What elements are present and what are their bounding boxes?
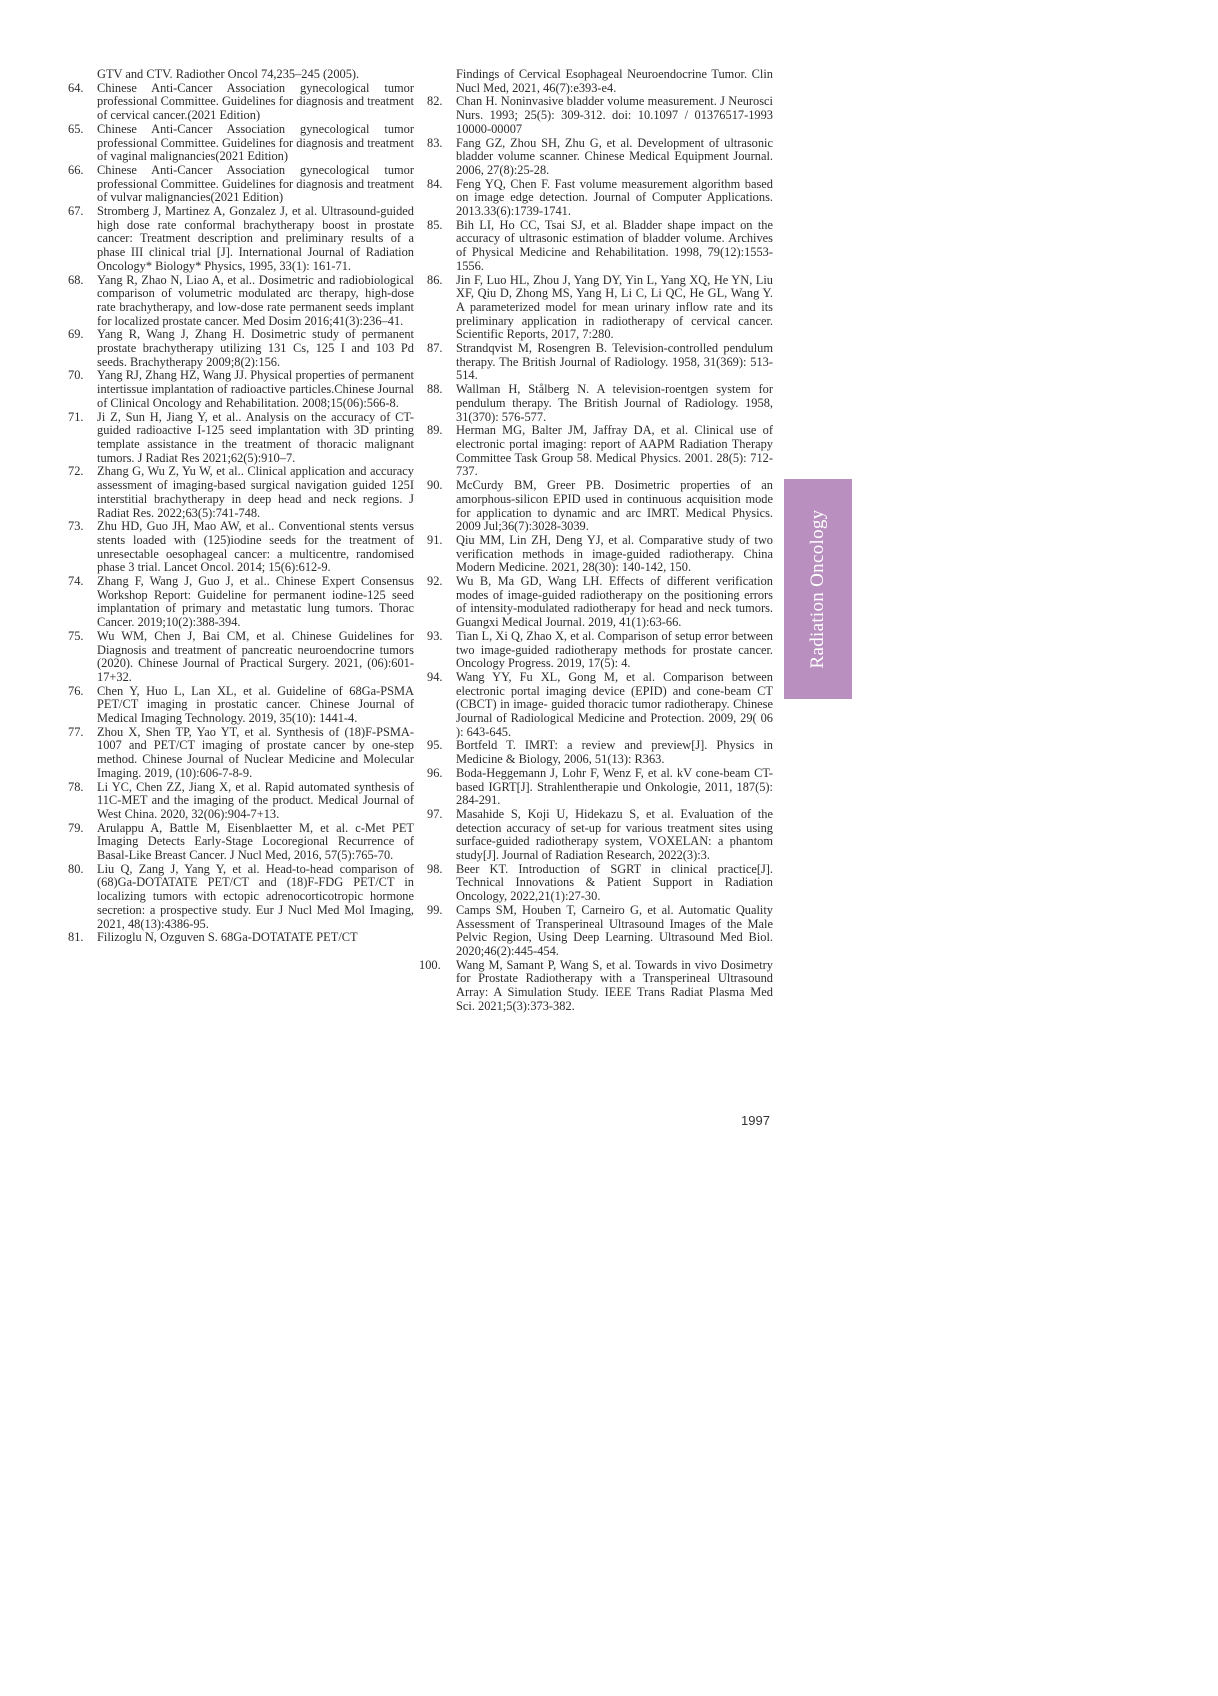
reference-text: Zhou X, Shen TP, Yao YT, et al. Synthesis of (18)F-PSMA-1007 and PET/CT imaging of prostate cancer by one-step method. Chinese Journal of Nuclear Medicine and Molecular Imaging. 2019, (10):606-7-8-9.: [97, 724, 414, 780]
reference-text: Herman MG, Balter JM, Jaffray DA, et al. Clinical use of electronic portal imaging: report of AAPM Radiation Therapy Committee Task Group 58. Medical Physics. 2001. 28(5): 712-737.: [456, 423, 773, 479]
reference-text: Chinese Anti-Cancer Association gynecological tumor professional Committee. Guidelines for diagnosis and treatment of vaginal malignancies(2021 Edition): [97, 121, 414, 164]
reference-number: 96.: [427, 765, 443, 780]
reference-number: 100.: [419, 957, 441, 972]
reference-number: 85.: [427, 217, 443, 232]
reference-entry: [427, 383, 773, 424]
reference-number: 82.: [427, 94, 443, 109]
reference-entry: [68, 82, 414, 123]
reference-number: 93.: [427, 628, 443, 643]
reference-number: 90.: [427, 478, 443, 493]
reference-number: 70.: [68, 368, 84, 383]
reference-number: 83.: [427, 135, 443, 150]
reference-entry: [68, 863, 414, 932]
reference-text: Yang RJ, Zhang HZ, Wang JJ. Physical properties of permanent intertissue implantation of radioactive particles.Chinese Journal of Clinical Oncology and Rehabilitation. 2008;15(06):566-8.: [97, 368, 414, 410]
reference-entry: [68, 328, 414, 369]
reference-number: 77.: [68, 724, 84, 739]
reference-entry: [427, 68, 773, 95]
reference-entry: [68, 369, 414, 410]
reference-entry: [427, 767, 773, 808]
reference-number: 71.: [68, 409, 84, 424]
reference-number: 97.: [427, 806, 443, 821]
reference-entry: [68, 164, 414, 205]
reference-text: Bih LI, Ho CC, Tsai SJ, et al. Bladder shape impact on the accuracy of ultrasonic estimation of bladder volume. Archives of Physical Medicine and Rehabilitation. 1998, 79(12):1553-1556.: [456, 217, 773, 273]
reference-text: Wallman H, Stålberg N. A television-roentgen system for pendulum therapy. The British Journal of Radiology. 1958, 31(370): 576-577.: [456, 382, 773, 424]
reference-entry: [427, 630, 773, 671]
reference-number: 99.: [427, 902, 443, 917]
reference-text: Strandqvist M, Rosengren B. Television-controlled pendulum therapy. The British Journal of Radiology. 1958, 31(369): 513-514.: [456, 341, 773, 383]
reference-number: 88.: [427, 382, 443, 397]
reference-text: Zhang G, Wu Z, Yu W, et al.. Clinical application and accuracy assessment of imaging-based surgical navigation guided 125I interstitial brachytherapy in deep head and neck regions. J Radiat Res. 2022;63(5):741-748.: [97, 464, 414, 520]
section-side-tab-label: Radiation Oncology: [807, 509, 828, 669]
reference-text: Findings of Cervical Esophageal Neuroendocrine Tumor. Clin Nucl Med, 2021, 46(7):e393-e4.: [456, 67, 773, 95]
reference-number: 72.: [68, 464, 84, 479]
page-number: 1997: [741, 1113, 770, 1128]
reference-text: Filizoglu N, Ozguven S. 68Ga-DOTATATE PET/CT: [97, 930, 358, 945]
reference-entry: [427, 178, 773, 219]
reference-entry: [419, 957, 773, 1014]
reference-entry: [427, 95, 773, 136]
reference-number: 67.: [68, 204, 84, 219]
reference-text: Zhu HD, Guo JH, Mao AW, et al.. Conventional stents versus stents loaded with (125)iodine seeds for the treatment of unresectable oesophageal cancer: a multicentre, randomised phase 3 trial. Lancet Oncol. 2014; 15(6):612-9.: [97, 519, 414, 575]
reference-number: 76.: [68, 683, 84, 698]
reference-text: Zhang F, Wang J, Guo J, et al.. Chinese Expert Consensus Workshop Report: Guideline for permanent iodine-125 seed implantation of primary and metastatic lung tumors. Thorac Cancer. 2019;10(2):388-394.: [97, 574, 414, 630]
reference-text: Wang YY, Fu XL, Gong M, et al. Comparison between electronic portal imaging device (EPID) and cone-beam CT (CBCT) in image- guided thoracic tumor radiotherapy. Chinese Journal of Radiological Medicine and Protection. 2009, 29( 06 ): 643-645.: [456, 669, 773, 739]
reference-number: 73.: [68, 519, 84, 534]
reference-text: Beer KT. Introduction of SGRT in clinical practice[J]. Technical Innovations & Patient Support in Radiation Oncology, 2022,21(1):27-30.: [456, 861, 773, 904]
reference-text: Masahide S, Koji U, Hidekazu S, et al. Evaluation of the detection accuracy of set-up for various treatment sites using surface-guided radiotherapy system, VOXELAN: a phantom study[J]. Journal of Radiation Research, 2022(3):3.: [456, 806, 773, 863]
reference-text: Chinese Anti-Cancer Association gynecological tumor professional Committee. Guidelines for diagnosis and treatment of cervical cancer.(2021 Edition): [97, 80, 414, 123]
reference-entry: [68, 465, 414, 520]
reference-text: McCurdy BM, Greer PB. Dosimetric properties of an amorphous-silicon EPID used in continuous acquisition mode for application to dynamic and arc IMRT. Medical Physics. 2009 Jul;36(7):3028-3039.: [456, 478, 773, 534]
reference-text: Yang R, Zhao N, Liao A, et al.. Dosimetric and radiobiological comparison of volumetric modulated arc therapy, high-dose rate brachytherapy, and low-dose rate permanent seeds implant for localized prostate cancer. Med Dosim 2016;41(3):236–41.: [97, 272, 414, 328]
reference-text: Qiu MM, Lin ZH, Deng YJ, et al. Comparative study of two verification methods in image-guided radiotherapy. China Modern Medicine. 2021, 28(30): 140-142, 150.: [456, 532, 773, 575]
reference-text: Chinese Anti-Cancer Association gynecological tumor professional Committee. Guidelines for diagnosis and treatment of vulvar malignancies(2021 Edition): [97, 162, 414, 205]
reference-entry: [68, 630, 414, 685]
reference-text: Liu Q, Zang J, Yang Y, et al. Head-to-head comparison of (68)Ga-DOTATATE PET/CT and (18)F-FDG PET/CT in localizing tumors with ectopic adrenocorticotropic hormone secretion: a prospective study. Eur J Nucl Med Mol Imaging, 2021, 48(13):4386-95.: [97, 861, 414, 931]
reference-number: 74.: [68, 574, 84, 589]
reference-entry: [427, 479, 773, 534]
reference-entry: [427, 534, 773, 575]
reference-entry: [427, 863, 773, 904]
reference-number: 81.: [68, 930, 84, 945]
reference-number: 65.: [68, 121, 84, 136]
reference-number: 64.: [68, 80, 84, 95]
reference-text: Ji Z, Sun H, Jiang Y, et al.. Analysis on the accuracy of CT-guided radioactive I-125 seed implantation with 3D printing template assistance in the treatment of thoracic malignant tumors. J Radiat Res 2021;62(5):910–7.: [97, 409, 414, 465]
reference-entry: [427, 671, 773, 740]
reference-text: Camps SM, Houben T, Carneiro G, et al. Automatic Quality Assessment of Transperineal Ultrasound Images of the Male Pelvic Region, Using Deep Learning. Ultrasound Med Biol. 2020;46(2):445-454.: [456, 902, 773, 958]
reference-number: 95.: [427, 738, 443, 753]
reference-number: 86.: [427, 272, 443, 287]
reference-text: Chan H. Noninvasive bladder volume measurement. J Neurosci Nurs. 1993; 25(5): 309-312. doi: 10.1097 / 01376517-1993 10000-00007: [456, 94, 773, 136]
reference-text: Arulappu A, Battle M, Eisenblaetter M, et al. c-Met PET Imaging Detects Early-Stage Locoregional Recurrence of Basal-Like Breast Cancer. J Nucl Med, 2016, 57(5):765-70.: [97, 820, 414, 863]
section-side-tab: [784, 479, 852, 699]
reference-text: Fang GZ, Zhou SH, Zhu G, et al. Development of ultrasonic bladder volume scanner. Chinese Medical Equipment Journal. 2006, 27(8):25-28.: [456, 135, 773, 177]
reference-number: 69.: [68, 327, 84, 342]
reference-entry: [427, 274, 773, 343]
reference-number: 87.: [427, 341, 443, 356]
reference-text: Bortfeld T. IMRT: a review and preview[J]. Physics in Medicine & Biology, 2006, 51(13): R363.: [456, 738, 773, 767]
reference-entry: [427, 137, 773, 178]
references-right-column: [419, 67, 773, 1014]
reference-text: Tian L, Xi Q, Zhao X, et al. Comparison of setup error between two image-guided radiotherapy methods for prostate cancer. Oncology Progress. 2019, 17(5): 4.: [456, 628, 773, 671]
reference-number: 75.: [68, 628, 84, 643]
reference-number: 80.: [68, 861, 84, 876]
reference-entry: [68, 685, 414, 726]
references-left-column: [68, 68, 414, 945]
reference-entry: [427, 808, 773, 863]
reference-entry: [68, 411, 414, 466]
reference-number: 78.: [68, 779, 84, 794]
reference-entry: [68, 205, 414, 274]
reference-text: Wang M, Samant P, Wang S, et al. Towards in vivo Dosimetry for Prostate Radiotherapy with a Transperineal Ultrasound Array: A Simulation Study. IEEE Trans Radiat Plasma Med Sci. 2021;5(3):373-382.: [456, 957, 773, 1013]
reference-entry: [68, 68, 414, 82]
reference-text: Wu WM, Chen J, Bai CM, et al. Chinese Guidelines for Diagnosis and treatment of pancreatic neuroendocrine tumors (2020). Chinese Journal of Practical Surgery. 2021, (06):601-17+32.: [97, 628, 414, 684]
reference-entry: [427, 424, 773, 479]
reference-entry: [68, 520, 414, 575]
reference-number: 68.: [68, 272, 84, 287]
reference-text: Jin F, Luo HL, Zhou J, Yang DY, Yin L, Yang XQ, He YN, Liu XF, Qiu D, Zhong MS, Yang H, Li C, Li QC, He GL, Wang Y. A parameterized model for mean urinary inflow rate and its preliminary application in radiotherapy of cervical cancer. Scientific Reports, 2017, 7:280.: [456, 272, 773, 342]
reference-number: 91.: [427, 532, 443, 547]
reference-entry: [68, 822, 414, 863]
reference-number: 94.: [427, 669, 443, 684]
reference-entry: [68, 931, 414, 945]
reference-number: 98.: [427, 861, 443, 876]
reference-entry: [68, 274, 414, 329]
reference-entry: [68, 123, 414, 164]
reference-entry: [427, 575, 773, 630]
reference-text: Stromberg J, Martinez A, Gonzalez J, et al. Ultrasound-guided high dose rate conformal brachytherapy boost in prostate cancer: Treatment description and preliminary results of a phase III clinical trial [J]. International Journal of Radiation Oncology* Biology* Physics, 1995, 33(1): 161-71.: [97, 204, 414, 273]
reference-text: Li YC, Chen ZZ, Jiang X, et al. Rapid automated synthesis of 11C-MET and the imaging of the product. Medical Journal of West China. 2020, 32(06):904-7+13.: [97, 779, 414, 821]
reference-number: 66.: [68, 162, 84, 177]
reference-entry: [427, 342, 773, 383]
reference-entry: [427, 219, 773, 274]
reference-number: 92.: [427, 574, 443, 589]
reference-number: 84.: [427, 176, 443, 191]
reference-entry: [68, 575, 414, 630]
reference-entry: [68, 781, 414, 822]
reference-number: 89.: [427, 423, 443, 438]
reference-entry: [427, 739, 773, 766]
reference-text: Chen Y, Huo L, Lan XL, et al. Guideline of 68Ga-PSMA PET/CT imaging in prostatic cancer. Chinese Journal of Medical Imaging Technology. 2019, 35(10): 1441-4.: [97, 683, 414, 726]
reference-entry: [68, 726, 414, 781]
reference-number: 79.: [68, 820, 84, 835]
reference-text: Boda-Heggemann J, Lohr F, Wenz F, et al. kV cone-beam CT-based IGRT[J]. Strahlentherapie und Onkologie, 2011, 187(5): 284-291.: [456, 765, 773, 808]
reference-text: GTV and CTV. Radiother Oncol 74,235–245 (2005).: [97, 67, 360, 81]
reference-text: Wu B, Ma GD, Wang LH. Effects of different verification modes of image-guided radiotherapy on the positioning errors of intensity-modulated radiotherapy for head and neck tumors. Guangxi Medical Journal. 2019, 41(1):63-66.: [456, 574, 773, 630]
reference-text: Feng YQ, Chen F. Fast volume measurement algorithm based on image edge detection. Journal of Computer Applications. 2013.33(6):1739-1741.: [456, 176, 773, 219]
reference-entry: [427, 904, 773, 959]
reference-text: Yang R, Wang J, Zhang H. Dosimetric study of permanent prostate brachytherapy utilizing 131 Cs, 125 I and 103 Pd seeds. Brachytherapy 2009;8(2):156.: [97, 327, 414, 369]
